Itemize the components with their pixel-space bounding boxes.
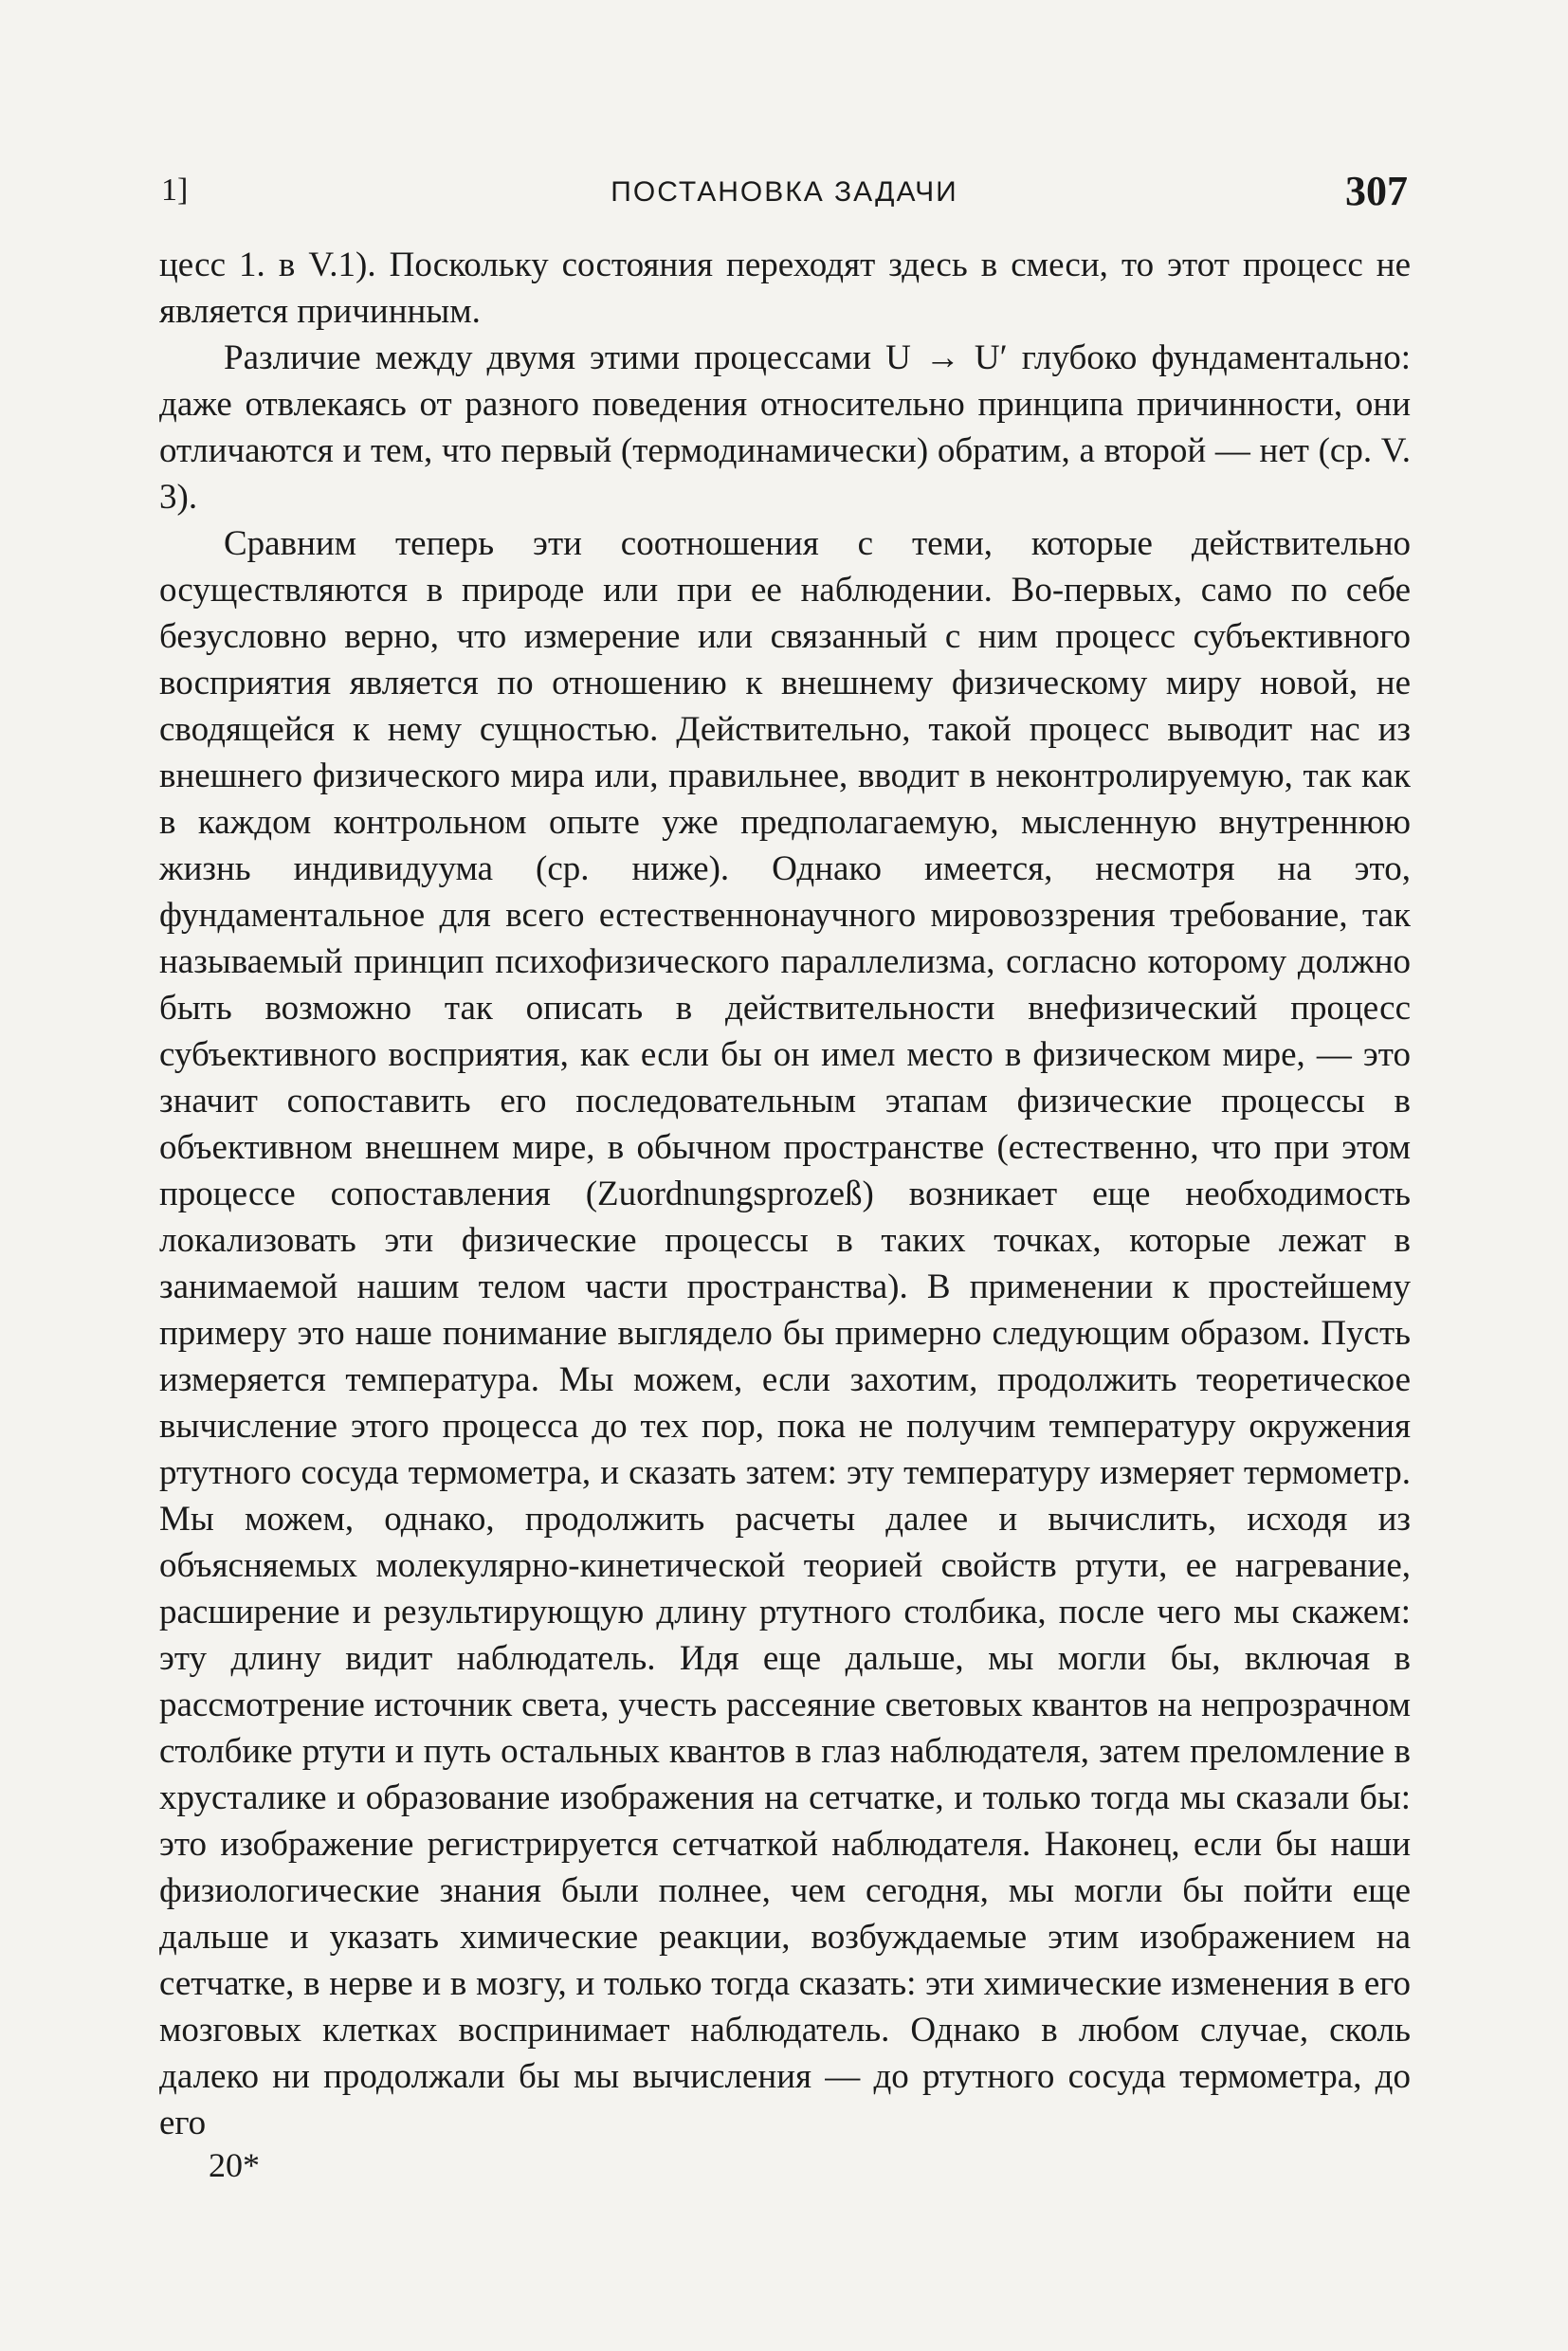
- chapter-title: ПОСТАНОВКА ЗАДАЧИ: [611, 176, 958, 208]
- paragraph: Сравним теперь эти соотношения с теми, которые действительно осуществляются в природе или при ее наблюдении. Во-первых, само по себе безусловно верно, что измерение или связанный с ним процесс субъективного восприятия является по отношению к внешнему физическому миру новой, не сводящейся к нему сущностью. Действительно, такой процесс выводит нас из внешнего физического мира или, правильнее, вводит в неконтролируемую, так как в каждом контрольном опыте уже предполагаемую, мысленную внутреннюю жизнь индивидуума (ср. ниже). Однако имеется, несмотря на это, фундаментальное для всего естественнонаучного мировоззрения требование, так называемый принцип психофизического параллелизма, согласно которому должно быть возможно так описать в действительности внефизический процесс субъективного восприятия, как если бы он имел место в физическом мире, — это значит сопоставить его последовательным этапам физические процессы в объективном внешнем мире, в обычном пространстве (естественно, что при этом процессе сопоставления (Zuordnungsprozeß) возникает еще необходимость локализовать эти физические процессы в таких точках, которые лежат в занимаемой нашим телом части пространства). В применении к простейшему примеру это наше понимание выглядело бы примерно следующим образом. Пусть измеряется температура. Мы можем, если захотим, продолжить теоретическое вычисление этого процесса до тех пор, пока не получим температуру окружения ртутного сосуда термометра, и сказать затем: эту температуру измеряет термометр. Мы можем, однако, продолжить расчеты далее и вычислить, исходя из объясняемых молекулярно-кинетической теорией свойств ртути, ее нагревание, расширение и результирующую длину ртутного столбика, после чего мы скажем: эту длину видит наблюдатель. Идя еще дальше, мы могли бы, включая в рассмотрение источник света, учесть рассеяние световых квантов на непрозрачном столбике ртути и путь остальных квантов в глаз наблюдателя, затем преломление в хрусталике и образование изображения на сетчатке, и только тогда мы сказали бы: это изображение регистрируется сетчаткой наблюдателя. Наконец, если бы наши физиологические знания были полнее, чем сегодня, мы могли бы пойти еще дальше и указать химические реакции, возбуждаемые этим изображением на сетчатке, в нерве и в мозгу, и только тогда сказать: эти химические изменения в его мозговых клетках воспринимает наблюдатель. Однако в любом случае, сколь далеко ни продолжали бы мы вычисления — до ртутного сосуда термометра, до его: [159, 524, 1411, 2142]
- paragraph: Различие между двумя этими процессами U → U′ глубоко фундаментально: даже отвлекаясь от разного поведения относительно принципа причинности, они отличаются и тем, что первый (термодинамически) обратим, а второй — нет (ср. V. 3).: [159, 338, 1411, 517]
- body-text: [159, 242, 1411, 2146]
- page-number: 307: [1345, 168, 1408, 214]
- running-header: [161, 168, 1408, 220]
- signature-mark: 20*: [209, 2146, 260, 2184]
- section-marker: 1]: [161, 173, 189, 208]
- paragraph-continuation: цесс 1. в V.1). Поскольку состояния переходят здесь в смеси, то этот процесс не является причинным.: [159, 246, 1411, 331]
